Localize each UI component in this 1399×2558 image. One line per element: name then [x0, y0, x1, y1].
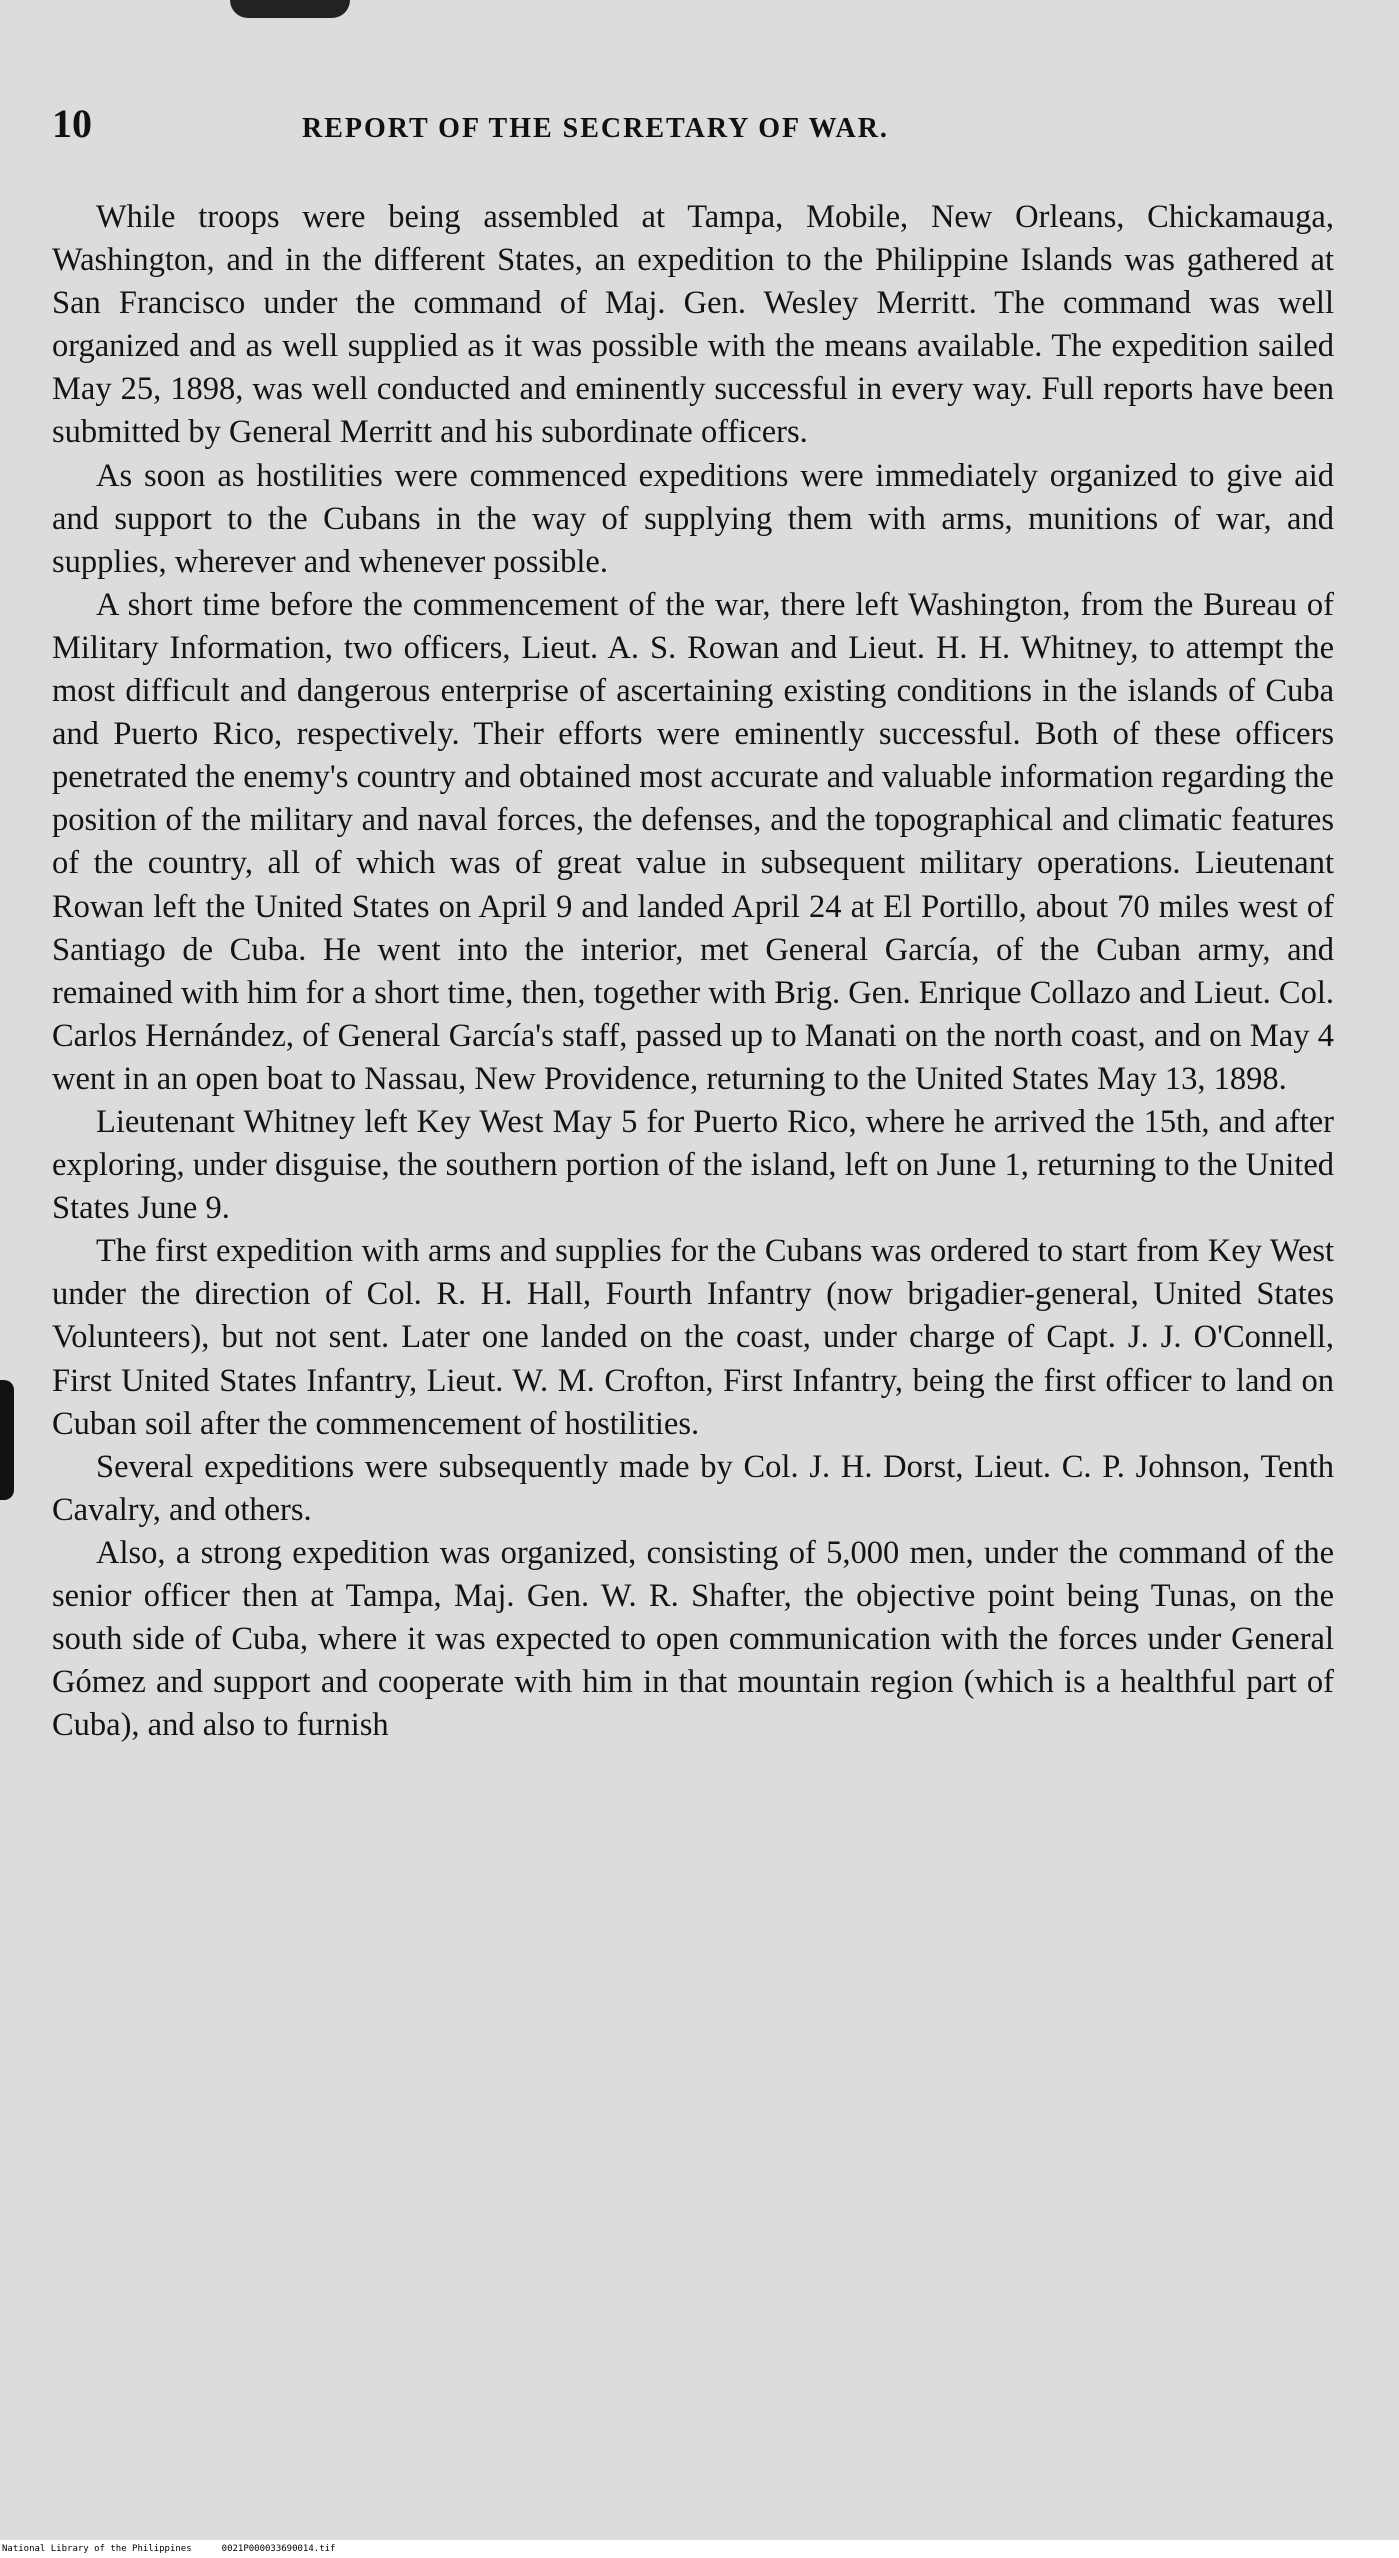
paragraph: Lieutenant Whitney left Key West May 5 for Puerto Rico, where he arrived the 15th, and after exploring, under disguise, the southern portion of the island, left on June 1, returning to the United States June 9. [52, 1103, 1334, 1227]
scan-edge-shadow-left [0, 1380, 14, 1500]
footer-library: National Library of the Philippines [2, 2544, 192, 2554]
footer-file: 0021P000033690014.tif [221, 2544, 336, 2554]
paragraph: A short time before the commencement of the war, there left Washington, from the Bureau of Military Information, two officers, Lieut. A. S. Rowan and Lieut. H. H. Whitney, to attempt the most difficult and dangerous enterprise of ascertaining existing conditions in the islands of Cuba and Puerto Rico, respectively. Their efforts were eminently successful. Both of these officers penetrated the enemy's country and obtained most accurate and valuable information regarding the position of the military and naval forces, the defenses, and the topographical and climatic features of the country, all of which was of great value in subsequent military operations. Lieutenant Rowan left the United States on April 9 and landed April 24 at El Portillo, about 70 miles west of Santiago de Cuba. He went into the interior, met General García, of the Cuban army, and remained with him for a short time, then, together with Brig. Gen. Enrique Collazo and Lieut. Col. Carlos Hernández, of General García's staff, passed up to Manati on the north coast, and on May 4 went in an open boat to Nassau, New Providence, returning to the United States May 13, 1898. [52, 586, 1334, 1097]
scan-edge-shadow-top [230, 0, 350, 18]
body-text [52, 196, 1334, 1747]
running-head: REPORT OF THE SECRETARY OF WAR. [302, 113, 889, 144]
paragraph: Several expeditions were subsequently made by Col. J. H. Dorst, Lieut. C. P. Johnson, Tenth Cavalry, and others. [52, 1448, 1334, 1528]
page-header [52, 100, 1334, 160]
page-content [52, 100, 1334, 1747]
paragraph: While troops were being assembled at Tampa, Mobile, New Orleans, Chickamauga, Washington, and in the different States, an expedition to the Philippine Islands was gathered at San Francisco under the command of Maj. Gen. Wesley Merritt. The command was well organized and as well supplied as it was possible with the means available. The expedition sailed May 25, 1898, was well conducted and eminently successful in every way. Full reports have been submitted by General Merritt and his subordinate officers. [52, 199, 1334, 451]
scan-footer [0, 2540, 1399, 2558]
paragraph: The first expedition with arms and supplies for the Cubans was ordered to start from Key West under the direction of Col. R. H. Hall, Fourth Infantry (now brigadier-general, United States Volunteers), but not sent. Later one landed on the coast, under charge of Capt. J. J. O'Connell, First United States Infantry, Lieut. W. M. Crofton, First Infantry, being the first officer to land on Cuban soil after the commencement of hostilities. [52, 1233, 1334, 1442]
paragraph: As soon as hostilities were commenced expeditions were immediately organized to give aid and support to the Cubans in the way of supplying them with arms, munitions of war, and supplies, wherever and whenever possible. [52, 457, 1334, 580]
paragraph: Also, a strong expedition was organized, consisting of 5,000 men, under the command of the senior officer then at Tampa, Maj. Gen. W. R. Shafter, the objective point being Tunas, on the south side of Cuba, where it was expected to open communication with the forces under General Gómez and support and cooperate with him in that mountain region (which is a healthful part of Cuba), and also to furnish [52, 1534, 1334, 1744]
page-number: 10 [52, 101, 92, 146]
